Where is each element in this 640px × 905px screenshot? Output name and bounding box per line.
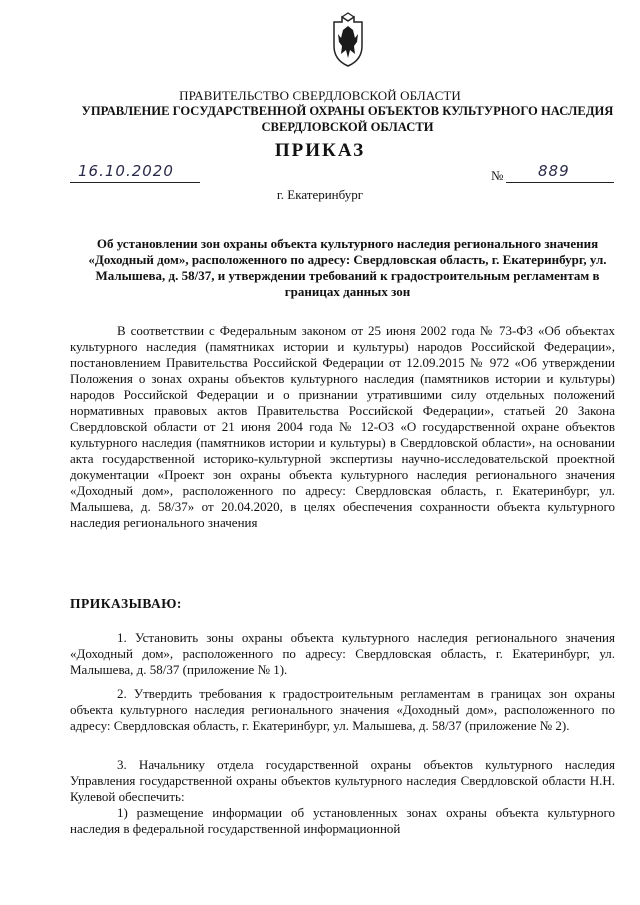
preamble-paragraph: В соответствии с Федеральным законом от 25 июня 2002 года № 73-ФЗ «Об объектах культурного наследия (памятниках истории и культуры) народов Российской Федерации», постановлением Правительства Российской Федерации от 12.09.2015 № 972 «Об утверждении Положения о зонах охраны объектов культурного наследия (памятников истории и культуры) народов Российской Федерации и о признании утратившими силу отдельных положений нормативных правовых актов Правительства Российской Федерации», статьей 20 Закона Свердловской области от 21 июня 2004 года № 12-ОЗ «О государственной охране объектов культурного наследия (памятников истории и культуры) в Свердловской области», на основании акта государственной историко-культурной экспертизы научно-исследовательской проектной документации «Проект зон охраны объекта культурного наследия регионального значения «Доходный дом», расположенного по адресу: Свердловская область, г. Екатеринбург, ул. Малышева, д. 58/37» от 20.04.2020, в целях обеспечения сохранности объекта культурного наследия регионального значения	[70, 323, 615, 530]
order-item-1: 1. Установить зоны охраны объекта культурного наследия регионального значения «Доходный дом», расположенного по адресу: Свердловская область, г. Екатеринбург, ул. Малышева, д. 58/37 (приложение № 1).	[70, 630, 615, 677]
order-item-3: 3. Начальнику отдела государственной охраны объектов культурного наследия Управления государственной охраны объектов культурного наследия Свердловской области Н.Н. Кулевой обеспечить:	[70, 757, 615, 804]
date-field	[70, 162, 200, 183]
number-value: 889	[538, 162, 570, 180]
date-value: 16.10.2020	[78, 162, 174, 180]
sverdlovsk-coat-of-arms-icon	[328, 12, 368, 68]
number-field	[506, 162, 614, 183]
order-heading: ПРИКАЗЫВАЮ:	[70, 596, 182, 611]
order-subject: Об установлении зон охраны объекта культурного наследия регионального значения «Доходный дом», расположенного по адресу: Свердловская область, г. Екатеринбург, ул. Малышева, д. 58/37, и утверждении требований к градостроительным регламентам в границах данных зон	[88, 236, 607, 299]
government-name: ПРАВИТЕЛЬСТВО СВЕРДЛОВСКОЙ ОБЛАСТИ	[179, 88, 461, 103]
number-label: №	[491, 168, 504, 183]
city-line: г. Екатеринбург	[276, 187, 364, 202]
order-subitem-1: 1) размещение информации об установленных зонах охраны объекта культурного наследия в федеральной государственной информационной	[70, 805, 615, 836]
document-type-title: ПРИКАЗ	[274, 140, 366, 161]
department-name: УПРАВЛЕНИЕ ГОСУДАРСТВЕННОЙ ОХРАНЫ ОБЪЕКТОВ КУЛЬТУРНОГО НАСЛЕДИЯ СВЕРДЛОВСКОЙ ОБЛАСТИ	[81, 104, 614, 134]
order-item-2: 2. Утвердить требования к градостроительным регламентам в границах зон охраны объекта культурного наследия регионального значения «Доходный дом», расположенного по адресу: Свердловская область, г. Екатеринбург, ул. Малышева, д. 58/37 (приложение № 2).	[70, 686, 615, 733]
